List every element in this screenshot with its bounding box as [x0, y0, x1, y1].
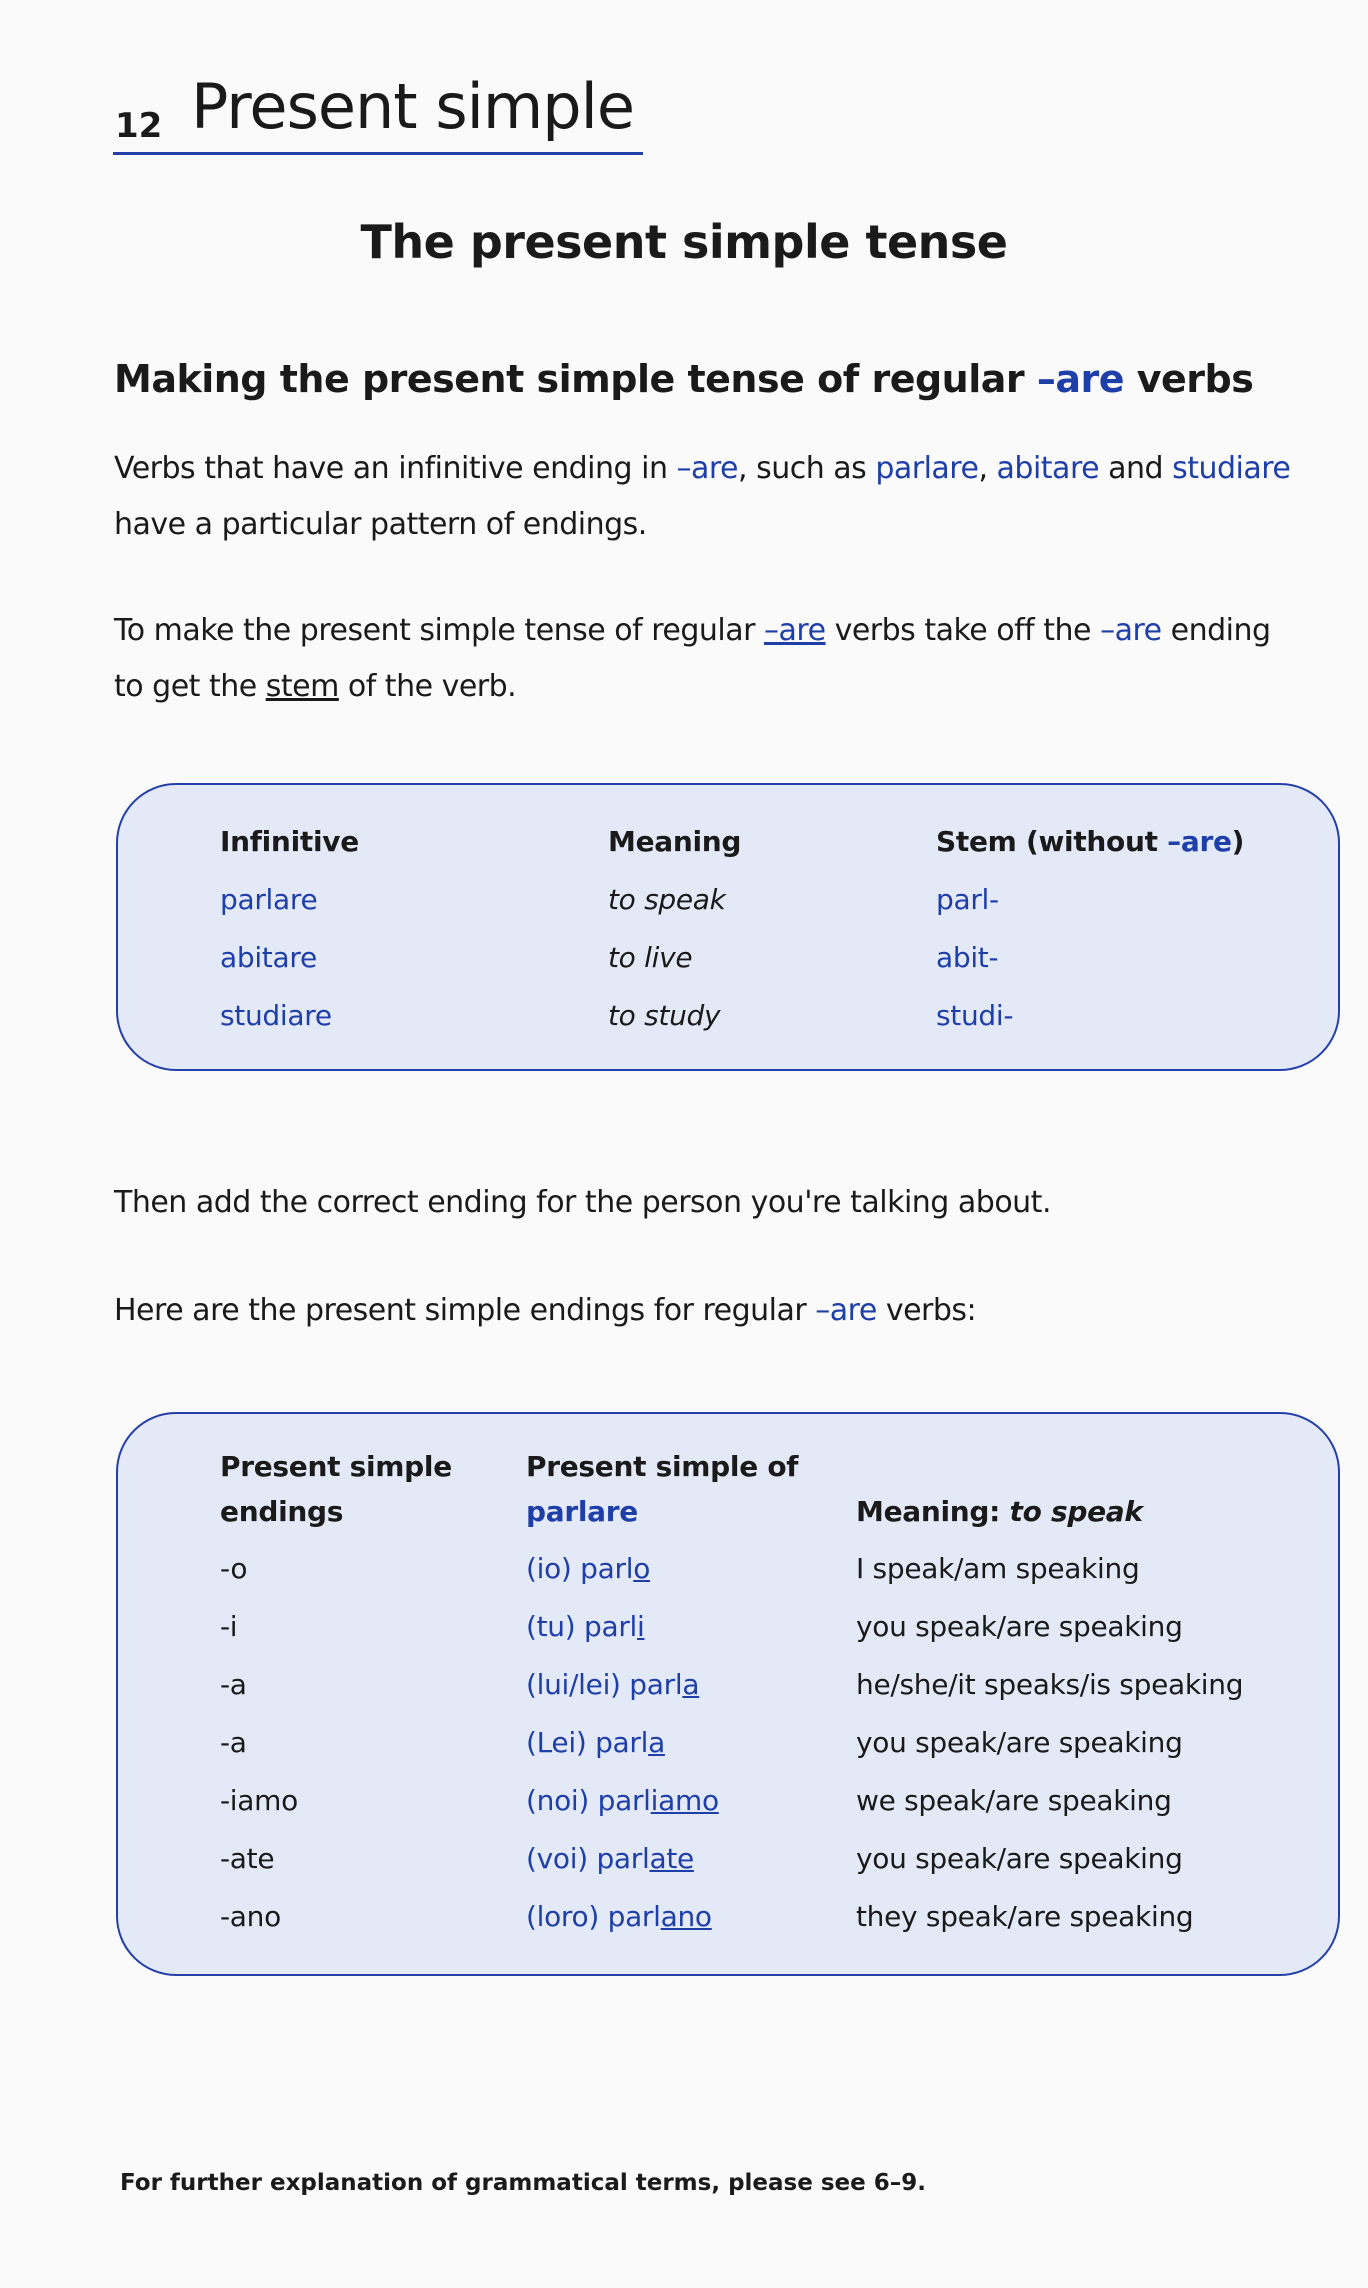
endings-table [116, 1412, 1340, 1976]
table-cell-meaning: I speak/am speaking [856, 1552, 1140, 1585]
form-stem: parl [596, 1842, 650, 1875]
header-endings-1: Present simple [220, 1450, 452, 1483]
table-cell-ending: -o [220, 1552, 248, 1585]
header-meaning: Meaning [608, 825, 742, 858]
table-cell-form [526, 1668, 699, 1701]
table-cell-infinitive: studiare [220, 999, 332, 1032]
para1-verb-studiare: studiare [1172, 451, 1291, 486]
table-cell-ending: -a [220, 1668, 247, 1701]
table-cell-ending: -iamo [220, 1784, 298, 1817]
section-heading-suffix: verbs [1124, 357, 1254, 401]
form-stem: parl [597, 1784, 651, 1817]
para3: Then add the correct ending for the person you're talking about. [114, 1185, 1051, 1220]
para2-ending-1: –are [764, 613, 826, 648]
table-cell-form [526, 1900, 712, 1933]
form-stem: parl [607, 1900, 661, 1933]
section-heading-prefix: Making the present simple tense of regular [114, 357, 1037, 401]
table-cell-meaning: you speak/are speaking [856, 1610, 1183, 1643]
table-cell-form [526, 1726, 665, 1759]
form-suffix: o [633, 1552, 651, 1585]
form-suffix: ate [649, 1842, 694, 1875]
para1-line1 [114, 441, 1290, 497]
para2-text-d: to get the [114, 669, 266, 704]
form-suffix: ano [660, 1900, 712, 1933]
para1-text-a: Verbs that have an infinitive ending in [114, 451, 677, 486]
form-stem: parl [583, 1610, 638, 1643]
table-cell-ending: -ate [220, 1842, 275, 1875]
table-cell-ending: -i [220, 1610, 238, 1643]
para4-ending: –are [815, 1293, 877, 1328]
table-cell-meaning: to live [608, 941, 693, 974]
para2-ending-2: –are [1100, 613, 1162, 648]
header-meaning-b: to speak [1009, 1495, 1143, 1528]
header-stem-ending: –are [1167, 825, 1232, 858]
table-cell-meaning: you speak/are speaking [856, 1726, 1183, 1759]
form-pronoun: (io) [526, 1552, 581, 1585]
para4-text-b: verbs: [876, 1293, 977, 1328]
para1-and: and [1099, 451, 1173, 486]
form-suffix: a [682, 1668, 700, 1701]
header-form-1: Present simple of [526, 1450, 799, 1483]
form-stem: parl [595, 1726, 649, 1759]
form-stem: parl [580, 1552, 634, 1585]
infinitive-table [116, 783, 1340, 1071]
form-pronoun: (voi) [526, 1842, 597, 1875]
table-cell-ending: -a [220, 1726, 247, 1759]
table-cell-meaning: they speak/are speaking [856, 1900, 1194, 1933]
form-pronoun: (loro) [526, 1900, 608, 1933]
form-pronoun: (lui/lei) [526, 1668, 630, 1701]
form-pronoun: (tu) [526, 1610, 584, 1643]
para2-line1 [114, 603, 1271, 659]
header-infinitive: Infinitive [220, 825, 359, 858]
para2-stem: stem [265, 669, 339, 704]
table-cell-meaning: to speak [608, 883, 726, 916]
page-title: Present simple [191, 70, 634, 143]
table-cell-stem: abit- [936, 941, 999, 974]
table-cell-meaning: we speak/are speaking [856, 1784, 1172, 1817]
para2-text-b: verbs take off the [825, 613, 1101, 648]
header-endings-2: endings [220, 1495, 344, 1528]
table-cell-meaning: to study [608, 999, 721, 1032]
para4 [114, 1283, 976, 1339]
header-form-2: parlare [526, 1495, 638, 1528]
para2-text-e: of the verb. [338, 669, 517, 704]
form-stem: parl [629, 1668, 683, 1701]
page-header [113, 70, 643, 155]
header-stem-a: Stem (without [936, 825, 1168, 858]
page-number: 12 [115, 106, 163, 146]
table-cell-form [526, 1784, 719, 1817]
table-cell-ending: -ano [220, 1900, 281, 1933]
para2-text-a: To make the present simple tense of regular [114, 613, 765, 648]
header-meaning [856, 1495, 1143, 1528]
para1-verb-parlare: parlare [875, 451, 979, 486]
table-cell-form [526, 1842, 694, 1875]
para1-line2: have a particular pattern of endings. [114, 507, 647, 542]
para1-verb-abitare: abitare [996, 451, 1100, 486]
table-cell-infinitive: abitare [220, 941, 317, 974]
form-pronoun: (noi) [526, 1784, 598, 1817]
form-suffix: i [637, 1610, 645, 1643]
table-cell-stem: parl- [936, 883, 999, 916]
form-pronoun: (Lei) [526, 1726, 596, 1759]
para1-text-b: , such as [738, 451, 876, 486]
section-heading [114, 357, 1253, 401]
main-heading: The present simple tense [360, 215, 1008, 269]
table-cell-meaning: you speak/are speaking [856, 1842, 1183, 1875]
para2-text-c: ending [1161, 613, 1271, 648]
table-cell-infinitive: parlare [220, 883, 318, 916]
footer-note: For further explanation of grammatical terms, please see 6–9. [120, 2170, 926, 2196]
form-suffix: iamo [650, 1784, 719, 1817]
header-stem-c: ) [1231, 825, 1245, 858]
table-cell-form [526, 1552, 650, 1585]
header-meaning-a: Meaning: [856, 1495, 1010, 1528]
table-cell-form [526, 1610, 645, 1643]
table-cell-stem: studi- [936, 999, 1014, 1032]
form-suffix: a [648, 1726, 665, 1759]
section-heading-ending: –are [1036, 357, 1125, 401]
table-cell-meaning: he/she/it speaks/is speaking [856, 1668, 1244, 1701]
para1-ending: –are [676, 451, 739, 486]
header-stem [936, 825, 1244, 858]
para2-line2 [114, 659, 516, 715]
para1-comma: , [978, 451, 997, 486]
para4-text-a: Here are the present simple endings for regular [114, 1293, 816, 1328]
